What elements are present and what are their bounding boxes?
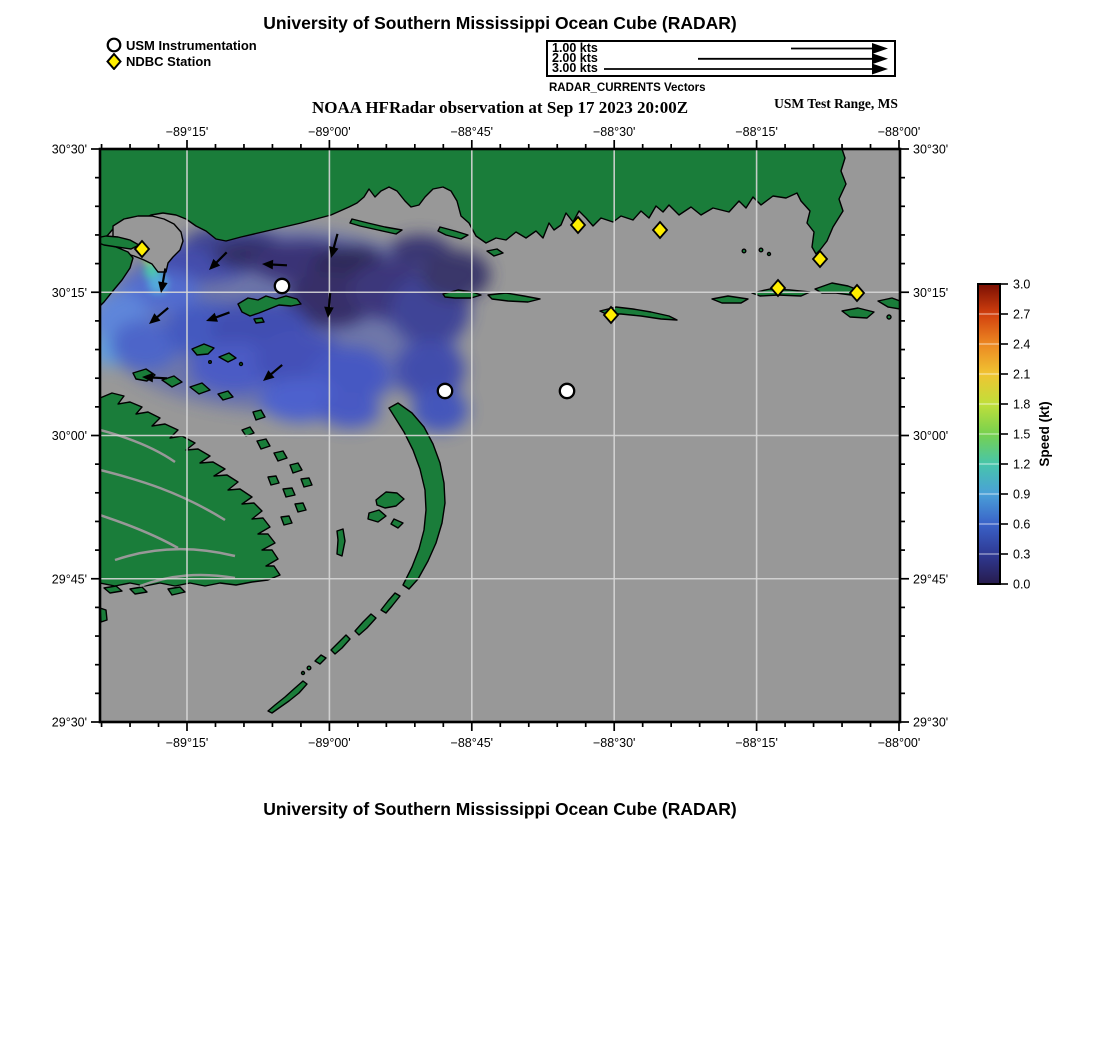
x-axis-label-top: −88°15' xyxy=(735,125,778,139)
colorbar-tick-labels xyxy=(1013,278,1030,592)
y-axis-label-right: 30°15' xyxy=(913,285,949,300)
x-axis-label-bottom: −88°15' xyxy=(735,736,778,750)
y-axis-label-left: 29°30' xyxy=(51,715,87,730)
region-label: USM Test Range, MS xyxy=(774,96,898,111)
x-axis-label-bottom: −88°30' xyxy=(592,736,636,750)
y-axis-label-right: 29°30' xyxy=(913,715,949,730)
vector-scale-label-2: 2.00 kts xyxy=(552,51,598,65)
colorbar-tick-label: 3.0 xyxy=(1013,277,1031,292)
observation-subtitle: NOAA HFRadar observation at Sep 17 2023 20:00Z xyxy=(311,98,689,117)
x-axis-label-top: −89°00' xyxy=(308,125,351,139)
colorbar-tick-label: 2.7 xyxy=(1013,307,1031,322)
colorbar-tick-label: 2.4 xyxy=(1013,337,1031,352)
y-axis-label-left: 29°45' xyxy=(51,572,87,587)
colorbar-tick-label: 1.2 xyxy=(1013,457,1031,472)
colorbar-tick-label: 0.9 xyxy=(1013,487,1031,502)
vector-scale-label-3: 3.00 kts xyxy=(552,61,598,75)
colorbar-tick-label: 0.0 xyxy=(1013,577,1031,592)
colorbar-tick-label: 0.6 xyxy=(1013,517,1031,532)
x-axis-label-top: −89°15' xyxy=(165,125,209,139)
y-axis-label-left: 30°00' xyxy=(51,429,87,443)
colorbar-tick-label: 1.8 xyxy=(1013,397,1031,412)
x-axis-label-top: −88°00' xyxy=(877,125,921,139)
x-axis-label-bottom: −89°00' xyxy=(308,736,351,750)
colorbar-tick-label: 2.1 xyxy=(1013,367,1031,382)
colorbar-tick-label: 0.3 xyxy=(1013,547,1031,562)
vector-scale-label-1: 1.00 kts xyxy=(552,41,598,55)
y-axis-label-left: 30°15' xyxy=(51,285,87,300)
legend-label-ndbc: NDBC Station xyxy=(126,53,212,69)
footer-title: University of Southern Mississippi Ocean Cube (RADAR) xyxy=(263,799,737,819)
colorbar-title: Speed (kt) xyxy=(1037,401,1052,467)
x-axis-label-top: −88°30' xyxy=(592,125,636,139)
y-axis-label-right: 29°45' xyxy=(913,572,949,587)
legend-label-usm: USM Instrumentation xyxy=(126,37,257,53)
x-axis-label-bottom: −89°15' xyxy=(165,736,209,750)
x-axis-label-bottom: −88°45' xyxy=(450,736,494,750)
colorbar-tick-label: 1.5 xyxy=(1013,427,1031,442)
y-axis-label-right: 30°00' xyxy=(913,429,949,443)
colorbar-ticks xyxy=(1000,284,1008,584)
page-title: University of Southern Mississippi Ocean Cube (RADAR) xyxy=(263,13,737,33)
y-axis-label-right: 30°30' xyxy=(913,142,949,157)
x-axis-label-top: −88°45' xyxy=(450,125,494,139)
x-axis-label-bottom: −88°00' xyxy=(877,736,921,750)
y-axis-label-left: 30°30' xyxy=(51,142,87,157)
vector-scale-caption: RADAR_CURRENTS Vectors xyxy=(549,82,706,94)
